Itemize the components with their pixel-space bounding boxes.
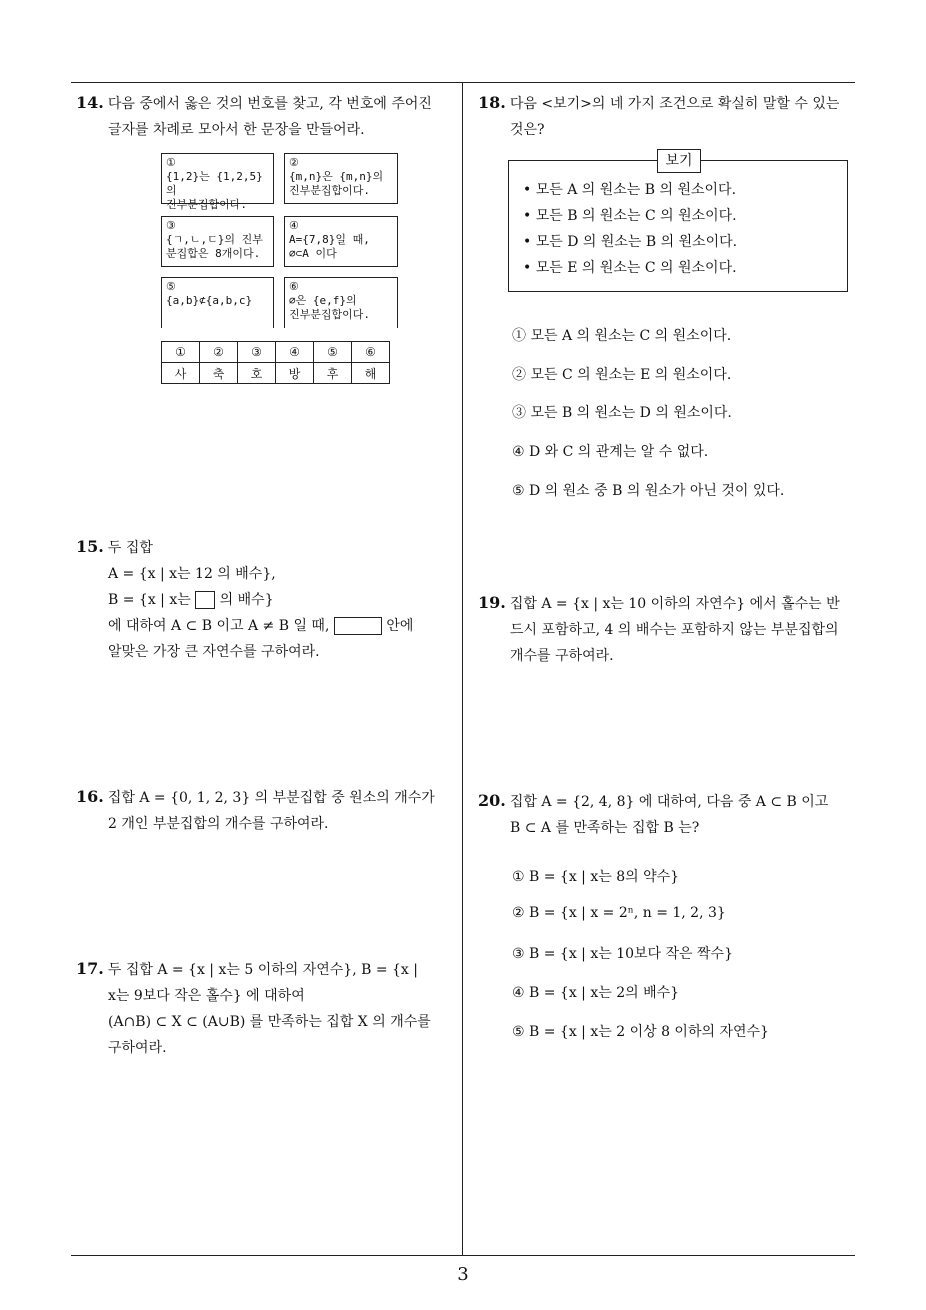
- bogi-box: [508, 160, 848, 292]
- question-text: (A∩B) ⊂ X ⊂ (A∪B) 를 만족하는 집합 X 의 개수를: [108, 1014, 431, 1030]
- question-text: [76, 587, 460, 613]
- question-number: 15.: [76, 537, 104, 556]
- choice-box-1: [161, 153, 274, 211]
- question-number: 20.: [478, 791, 506, 810]
- question-text: 드시 포함하고, 4 의 배수는 포함하지 않는 부분집합의: [510, 622, 839, 638]
- choice-line: 진부분집합이다.: [166, 198, 248, 211]
- question-text: A = {x | x는 12 의 배수},: [108, 566, 276, 582]
- text-part: 안에: [386, 618, 414, 634]
- question-text: 글자를 차례로 모아서 한 문장을 만들어라.: [108, 122, 365, 138]
- bogi-item: • 모든 A 의 원소는 B 의 원소이다.: [523, 182, 737, 198]
- choice-line: 분집합은 8개이다.: [166, 247, 261, 260]
- table-cell: 후: [314, 363, 352, 384]
- question-text: [76, 613, 460, 639]
- question-number: 19.: [478, 593, 506, 612]
- option-1: ① B = {x | x는 8의 약수}: [512, 869, 680, 885]
- option-2: ② 모든 C 의 원소는 E 의 원소이다.: [512, 367, 732, 383]
- choice-line: ∅⊂A 이다: [289, 247, 337, 260]
- question-text: 개수를 구하여라.: [510, 648, 614, 664]
- table-header-row: [162, 342, 390, 363]
- top-rule: [71, 82, 855, 83]
- table-cell: ⑥: [352, 342, 390, 363]
- question-text: 것은?: [510, 122, 545, 138]
- question-text: 두 집합 A = {x | x는 5 이하의 자연수}, B = {x |: [107, 962, 418, 978]
- choice-line: {1,2}는 {1,2,5}의: [166, 170, 263, 197]
- table-cell: ①: [162, 342, 200, 363]
- choice-box-5: [161, 277, 274, 328]
- text-part: 의 배수}: [219, 592, 274, 608]
- question-text: 두 집합: [107, 540, 153, 556]
- table-cell: ④: [276, 342, 314, 363]
- bogi-item: • 모든 D 의 원소는 B 의 원소이다.: [523, 234, 738, 250]
- bottom-rule: [71, 1255, 855, 1256]
- option-5: ⑤ B = {x | x는 2 이상 8 이하의 자연수}: [512, 1024, 769, 1040]
- question-text: 다음 중에서 옳은 것의 번호를 찾고, 각 번호에 주어진: [107, 96, 432, 112]
- option-5: ⑤ D 의 원소 중 B 의 원소가 아닌 것이 있다.: [512, 483, 785, 499]
- choice-box-2: [284, 153, 398, 204]
- option-4: ④ D 와 C 의 관계는 알 수 없다.: [512, 444, 709, 460]
- choice-line: {ㄱ,ㄴ,ㄷ}의 진부: [166, 233, 263, 246]
- question-text: 집합 A = {x | x는 10 이하의 자연수} 에서 홀수는 반: [509, 596, 840, 612]
- choice-line: 진부분집합이다.: [289, 184, 371, 197]
- question-number: 16.: [76, 787, 104, 806]
- question-text: 다음 <보기>의 네 가지 조건으로 확실히 말할 수 있는: [509, 96, 840, 112]
- question-16: [76, 784, 460, 837]
- option-2: ② B = {x | x = 2ⁿ, n = 1, 2, 3}: [512, 905, 726, 921]
- question-18: [478, 90, 862, 143]
- choice-line: {m,n}은 {m,n}의: [289, 170, 384, 183]
- text-part: B = {x | x는: [108, 592, 191, 608]
- option-4: ④ B = {x | x는 2의 배수}: [512, 985, 680, 1001]
- choice-line: ∅은 {e,f}의: [289, 294, 357, 307]
- choice-label: ⑤: [166, 280, 176, 293]
- choice-line: A={7,8}일 때,: [289, 233, 370, 246]
- question-text: 집합 A = {2, 4, 8} 에 대하여, 다음 중 A ⊂ B 이고: [509, 794, 829, 810]
- page-number: 3: [457, 1264, 469, 1285]
- question-text: 알맞은 가장 큰 자연수를 구하여라.: [108, 644, 320, 660]
- question-number: 18.: [478, 93, 506, 112]
- option-3: ③ B = {x | x는 10보다 작은 짝수}: [512, 946, 733, 962]
- bogi-item: • 모든 B 의 원소는 C 의 원소이다.: [523, 208, 737, 224]
- table-row: [162, 363, 390, 384]
- question-text: 구하여라.: [108, 1040, 167, 1056]
- question-19: [478, 590, 862, 669]
- question-number: 14.: [76, 93, 104, 112]
- choice-label: ⑥: [289, 280, 299, 293]
- choice-label: ④: [289, 219, 299, 232]
- question-20: [478, 788, 862, 841]
- table-cell: 축: [200, 363, 238, 384]
- text-part: 에 대하여 A ⊂ B 이고 A ≠ B 일 때,: [108, 618, 330, 634]
- choice-label: ②: [289, 156, 299, 169]
- bogi-title: 보기: [657, 149, 701, 173]
- table-cell: 사: [162, 363, 200, 384]
- table-cell: ③: [238, 342, 276, 363]
- choice-box-3: [161, 216, 274, 267]
- choice-box-4: [284, 216, 398, 267]
- question-text: 2 개인 부분집합의 개수를 구하여라.: [108, 816, 329, 832]
- choice-label: ①: [166, 156, 176, 169]
- answer-blank: [195, 591, 215, 609]
- question-15: [76, 534, 460, 665]
- table-cell: 호: [238, 363, 276, 384]
- table-cell: ⑤: [314, 342, 352, 363]
- choice-label: ③: [166, 219, 176, 232]
- option-3: ③ 모든 B 의 원소는 D 의 원소이다.: [512, 405, 732, 421]
- table-cell: ②: [200, 342, 238, 363]
- choice-line: {a,b}⊄{a,b,c}: [166, 294, 253, 307]
- answer-blank: [334, 617, 382, 635]
- bogi-item: • 모든 E 의 원소는 C 의 원소이다.: [523, 260, 737, 276]
- question-number: 17.: [76, 959, 104, 978]
- question-17: [76, 956, 460, 1061]
- question-text: B ⊂ A 를 만족하는 집합 B 는?: [510, 820, 700, 836]
- answer-letter-table: [161, 341, 390, 384]
- choice-box-6: [284, 277, 398, 328]
- question-text: x는 9보다 작은 홀수} 에 대하여: [108, 988, 305, 1004]
- question-14: [76, 90, 460, 143]
- table-cell: 해: [352, 363, 390, 384]
- question-text: 집합 A = {0, 1, 2, 3} 의 부분집합 중 원소의 개수가: [107, 790, 435, 806]
- table-cell: 방: [276, 363, 314, 384]
- column-divider: [462, 82, 463, 1255]
- choice-line: 진부분집합이다.: [289, 308, 371, 321]
- option-1: ① 모든 A 의 원소는 C 의 원소이다.: [512, 328, 732, 344]
